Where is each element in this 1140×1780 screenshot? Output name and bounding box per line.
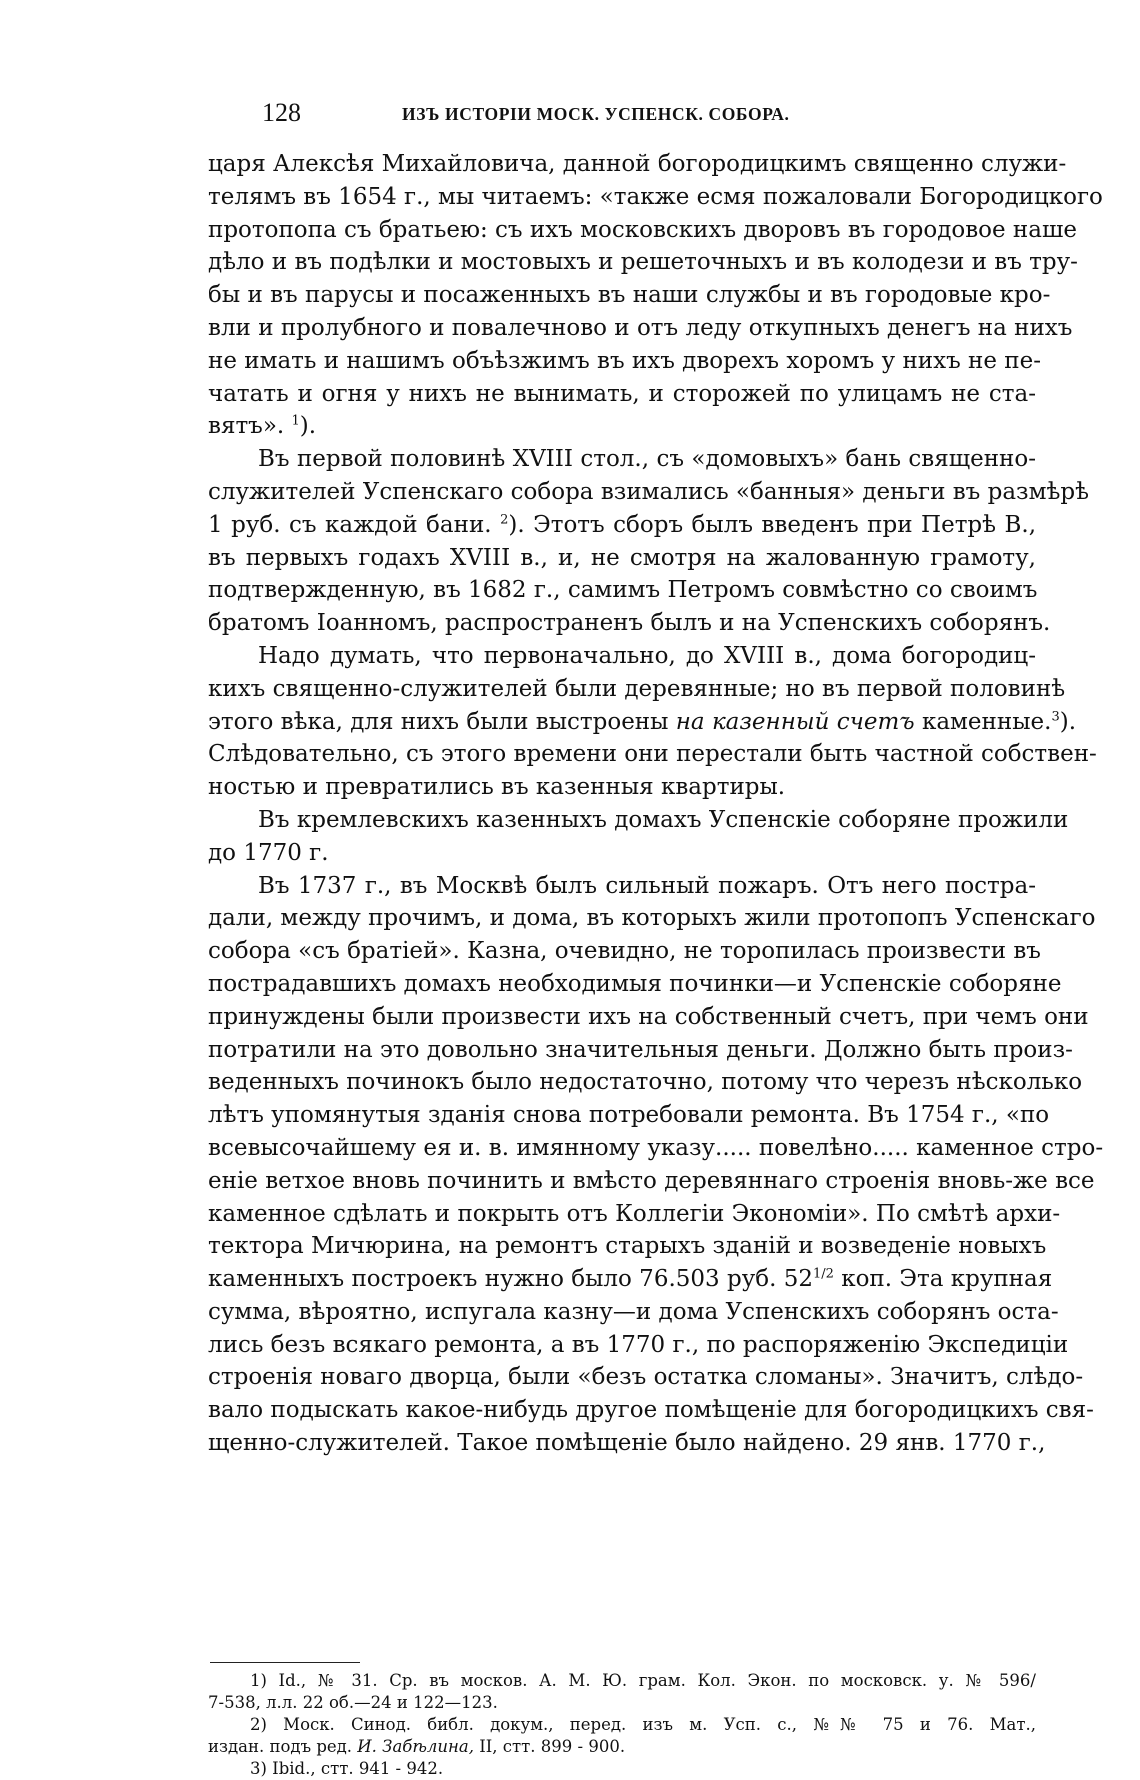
text-line: лѣтъ упомянутыя зданія снова потребовали ремонта. Въ 1754 г., «по xyxy=(208,1102,1050,1129)
text-line: дали, между прочимъ, и дома, въ которыхъ жили протопопъ Успенскаго xyxy=(208,905,1096,932)
text-line: братомъ Іоанномъ, распространенъ былъ и на Успенскихъ соборянъ. xyxy=(208,610,1051,637)
text-line: строенія новаго дворца, были «безъ остатка сломаны». Значитъ, слѣдо- xyxy=(208,1364,1084,1391)
text-line: дѣло и въ подѣлки и мостовыхъ и решеточныхъ и въ колодези и въ тру- xyxy=(208,249,1078,276)
text-line: подтвержденную, въ 1682 г., самимъ Петромъ совмѣстно со своимъ xyxy=(208,577,1038,604)
text-line: кихъ священно-служителей были деревянные; но въ первой половинѣ xyxy=(208,675,1066,702)
footnote-mark-1: 1 xyxy=(291,413,300,429)
text-line: вало подыскать какое-нибудь другое помѣщеніе для богородицкихъ свя- xyxy=(208,1397,1094,1424)
text-line: Въ 1737 г., въ Москвѣ былъ сильный пожаръ. Отъ него постра- xyxy=(258,872,1036,899)
text-fragment: издан. подъ ред. xyxy=(208,1737,353,1756)
text-line: каменное сдѣлать и покрыть отъ Коллегіи Экономіи». По смѣтѣ архи- xyxy=(208,1200,1061,1227)
text-line: тектора Мичюрина, на ремонтъ старыхъ зданій и возведеніе новыхъ xyxy=(208,1233,1047,1260)
text-fragment: 1 руб. съ каждой бани. xyxy=(208,511,492,538)
text-line: лись безъ всякаго ремонта, а въ 1770 г., по распоряженію Экспедиціи xyxy=(208,1331,1069,1358)
text-line: чатать и огня у нихъ не вынимать, и сторожей по улицамъ не ста- xyxy=(208,380,1036,407)
text-line: пострадавшихъ домахъ необходимыя починки—и Успенскіе соборяне xyxy=(208,970,1062,997)
text-fragment: ). xyxy=(508,511,525,538)
text-line: телямъ въ 1654 г., мы читаемъ: «также есмя пожаловали Богородицкого xyxy=(208,183,1103,210)
text-line: щенно-служителей. Такое помѣщеніе было найдено. 29 янв. 1770 г., xyxy=(208,1430,1046,1457)
footnote-line: 3) Ibid., стт. 941 - 942. xyxy=(250,1759,444,1778)
text-fragment: вятъ». xyxy=(208,413,285,440)
text-line: собора «съ братіей». Казна, очевидно, не торопилась произвести въ xyxy=(208,938,1041,965)
text-line: бы и въ парусы и посаженныхъ въ наши службы и въ городовые кро- xyxy=(208,282,1051,309)
text-fragment: каменныхъ построекъ нужно было 76.503 руб. 52 xyxy=(208,1266,813,1293)
text-fragment: этого вѣка, для нихъ были выстроены xyxy=(208,708,669,735)
text-line: еніе ветхое вновь починить и вмѣсто деревяннаго строенія вновь-же все xyxy=(208,1167,1095,1194)
text-line: Въ кремлевскихъ казенныхъ домахъ Успенскіе соборяне прожили xyxy=(258,806,1069,833)
text-line: въ первыхъ годахъ XVIII в., и, не смотря на жалованную грамоту, xyxy=(208,544,1036,571)
footnotes xyxy=(208,1670,1036,1780)
text-line xyxy=(208,509,1036,542)
text-line: Слѣдовательно, съ этого времени они перестали быть частной собствен- xyxy=(208,741,1097,768)
text-line: Въ первой половинѣ XVIII стол., съ «домовыхъ» бань священно- xyxy=(258,446,1036,473)
text-fragment: ). xyxy=(1059,708,1077,735)
body-text xyxy=(208,148,1104,1460)
text-line: принуждены были произвести ихъ на собственный счетъ, при чемъ они xyxy=(208,1003,1089,1030)
text-line xyxy=(208,1263,1053,1296)
text-fragment: коп. Эта крупная xyxy=(841,1266,1053,1293)
text-line: не имать и нашимъ объѣзжимъ въ ихъ дворехъ хоромъ у нихъ не пе- xyxy=(208,347,1041,374)
fraction-mark: 1/2 xyxy=(812,1266,834,1282)
italic-author: И. Забѣлина, xyxy=(357,1737,475,1756)
text-fragment: II, стт. 899 - 900. xyxy=(479,1737,626,1756)
footnote-line: 7-538, л.л. 22 об.—24 и 122—123. xyxy=(208,1693,498,1712)
text-line xyxy=(208,706,1077,739)
footnote-line: 2) Моск. Синод. библ. докум., перед. изъ м. Усп. с., №№ 75 и 76. Мат., xyxy=(250,1715,1036,1734)
footnote-mark-3: 3 xyxy=(1051,708,1060,724)
text-line: сумма, вѣроятно, испугала казну—и дома Успенскихъ соборянъ оста- xyxy=(208,1298,1059,1325)
text-line: всевысочайшему ея и. в. имянному указу..... повелѣно..... каменное стро- xyxy=(208,1134,1104,1161)
text-line: ностью и превратились въ казенныя квартиры. xyxy=(208,774,786,801)
text-line xyxy=(208,410,1036,443)
footnote-line: 1) Id., № 31. Ср. въ москов. А. М. Ю. грам. Кол. Экон. по московск. у. № 596/ xyxy=(250,1671,1036,1690)
italic-phrase: на казенный счетъ xyxy=(675,708,915,735)
running-title: ИЗЪ ИСТОРІИ МОСК. УСПЕНСК. СОБОРА. xyxy=(402,104,790,124)
footnote-divider xyxy=(210,1662,360,1663)
text-line: потратили на это довольно значительныя деньги. Должно быть произ- xyxy=(208,1036,1073,1063)
text-line: протопопа съ братьею: съ ихъ московскихъ дворовъ въ городовое наше xyxy=(208,216,1077,243)
text-line: царя Алексѣя Михайловича, данной богородицкимъ священно служи- xyxy=(208,151,1067,177)
text-line: Надо думать, что первоначально, до XVIII в., дома богородиц- xyxy=(258,642,1036,669)
footnote-line xyxy=(208,1736,1036,1758)
page-header xyxy=(262,98,902,138)
text-line: служителей Успенскаго собора взимались «банныя» деньги въ размѣрѣ xyxy=(208,478,1089,505)
text-line: веденныхъ починокъ было недостаточно, потому что черезъ нѣсколько xyxy=(208,1069,1083,1096)
text-line: до 1770 г. xyxy=(208,839,329,866)
text-fragment: каменные. xyxy=(921,708,1052,735)
text-fragment: ). xyxy=(299,413,317,440)
text-line: вли и пролубного и повалечново и отъ леду откупныхъ денегъ на нихъ xyxy=(208,314,1073,341)
footnote-mark-2: 2 xyxy=(500,512,509,528)
page-number: 128 xyxy=(262,98,301,127)
text-fragment: Этотъ сборъ былъ введенъ при Петрѣ В., xyxy=(533,511,1037,538)
